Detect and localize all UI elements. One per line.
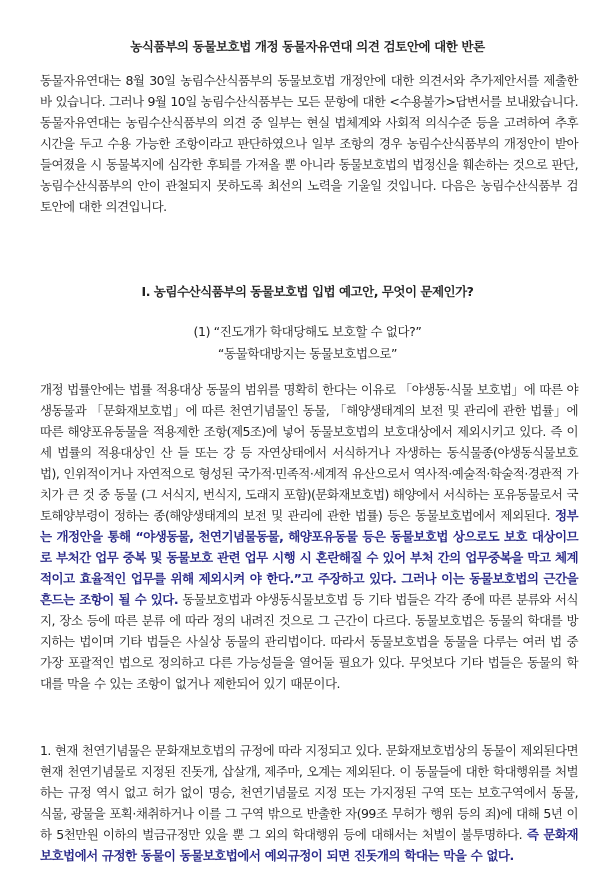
- body-paragraph-natural-monument: [40, 740, 578, 866]
- section-heading: Ⅰ. 농림수산식품부의 동물보호법 입법 예고안, 무엇이 문제인가?: [141, 284, 474, 299]
- body-text-scope-rebuttal: 동물보호법과 야생동식물보호법 등 기타 법들은 각각 종에 따른 분류와 서식지, 장소 등에 따른 분류 에 따라 정의 내려진 것으로 그 근간이 다르다. 동물보호법은 동물의 학대를 방지하는 법이며 기타 법들은 사실상 동물의 관리법이다. 따라서 동물보호법을 동물을 다루는 여러 법 중 가장 포괄적인 법으로 정의하고 다른 가능성들을 열어둘 필요가 있다. 무엇보다 기타 법들은 동물의 학대를 막을 수 있는 조항이 없거나 제한되어 있기 때문이다.: [40, 592, 578, 691]
- body-text-jindo-conclusion: 즉 문화재보호법에서 규정한 동물이 동물보호법에서 예외규정이 되면 진돗개의 학대는 막을 수 없다.: [40, 827, 578, 863]
- intro-paragraph: 동물자유연대는 8월 30일 농림수산식품부의 동물보호법 개정안에 대한 의견서와 추가제안서를 제출한 바 있습니다. 그러나 9월 10일 농림수산식품부는 모든 문항에 대한 <수용불가>답변서를 보내왔습니다. 동물자유연대는 농림수산식품부의 의견 중 일부는 현실 법체계와 사회적 의식수준 등을 고려하여 추후 시간을 두고 수용 가능한 조항이라고 판단하였으나 일부 조항의 경우 농림수산식품부의 개정안이 받아들여졌을 시 동물복지에 심각한 후퇴를 가져올 뿐 아니라 동물보호법의 법정신을 훼손하는 것으로 판단, 농림수산식품부의 안이 관철되지 못하도록 최선의 노력을 기울일 것입니다. 다음은 농림수산식품부 검토안에 대한 의견입니다.: [40, 73, 578, 214]
- document-title: 농식품부의 동물보호법 개정 동물자유연대 의견 검토안에 대한 반론: [130, 39, 485, 54]
- sub-heading-question: (1) “진도개가 학대당해도 보호할 수 없다?”: [193, 324, 422, 339]
- body-text-natural-monument: 1. 현재 천연기념물은 문화재보호법의 규정에 따라 지정되고 있다. 문화재보호법상의 동물이 제외된다면 현재 천연기념물로 지정된 진돗개, 삽살개, 제주마, 오계는 제외된다. 이 동물들에 대한 학대행위를 처벌하는 규정 역시 없고 허가 없이 명승, 천연기념물로 지정 또는 가지정된 구역 또는 보호구역에서 동물, 식물, 광물을 포획·채취하거나 이를 그 구역 밖으로 반출한 자(99조 무허가 행위 등의 죄)에 대해 5년 이하 5천만원 이하의 벌금규정만 있을 뿐 그 외의 학대행위 등에 대해서는 처벌이 불투명하다.: [40, 743, 578, 842]
- sub-heading-slogan: “동물학대방지는 동물보호법으로”: [217, 346, 398, 361]
- body-text-scope-intro: 개정 법률안에는 법률 적용대상 동물의 범위를 명확히 한다는 이유로 「야생동·식물 보호법」에 따른 야생동물과 「문화재보호법」에 따른 천연기념물인 동물, 「해양생태계의 보전 및 관리에 관한 법률」에 따른 해양포유동물을 적용제한 조항(제5조)에 넣어 동물보호법의 보호대상에서 제외시키고 있다. 즉 이 세 법률의 적용대상인 산 들 또는 강 등 자연상태에서 서식하거나 자생하는 동식물종(야생동식물보호법), 인위적이거나 자연적으로 형성된 국가적·민족적·세계적 유산으로서 역사적·예술적·학술적·경관적 가치가 큰 것 중 동물 (그 서식지, 번식지, 도래지 포함)(문화재보호법) 해양에서 서식하는 포유동물로서 국토해양부령이 정하는 종(해양생태계의 보전 및 관리에 관한 법률) 등은 동물보호법에서 제외된다.: [40, 382, 578, 523]
- body-text-government-claim: 정부는 개정안을 통해 “야생동물, 천연기념물동물, 해양포유동물 등은 동물보호법 상으로도 보호 대상이므로 부처간 업무 중복 및 동물보호 관련 업무 시행 시 혼란해질 수 있어 부처 간의 업무중복을 막고 체계적이고 효율적인 업무를 위해 제외시켜 야 한다.”고 주장하고 있다. 그러나 이는 동물보호법의 근간을 흔드는 조항이 될 수 있다.: [40, 508, 578, 607]
- body-paragraph-scope: [40, 379, 578, 694]
